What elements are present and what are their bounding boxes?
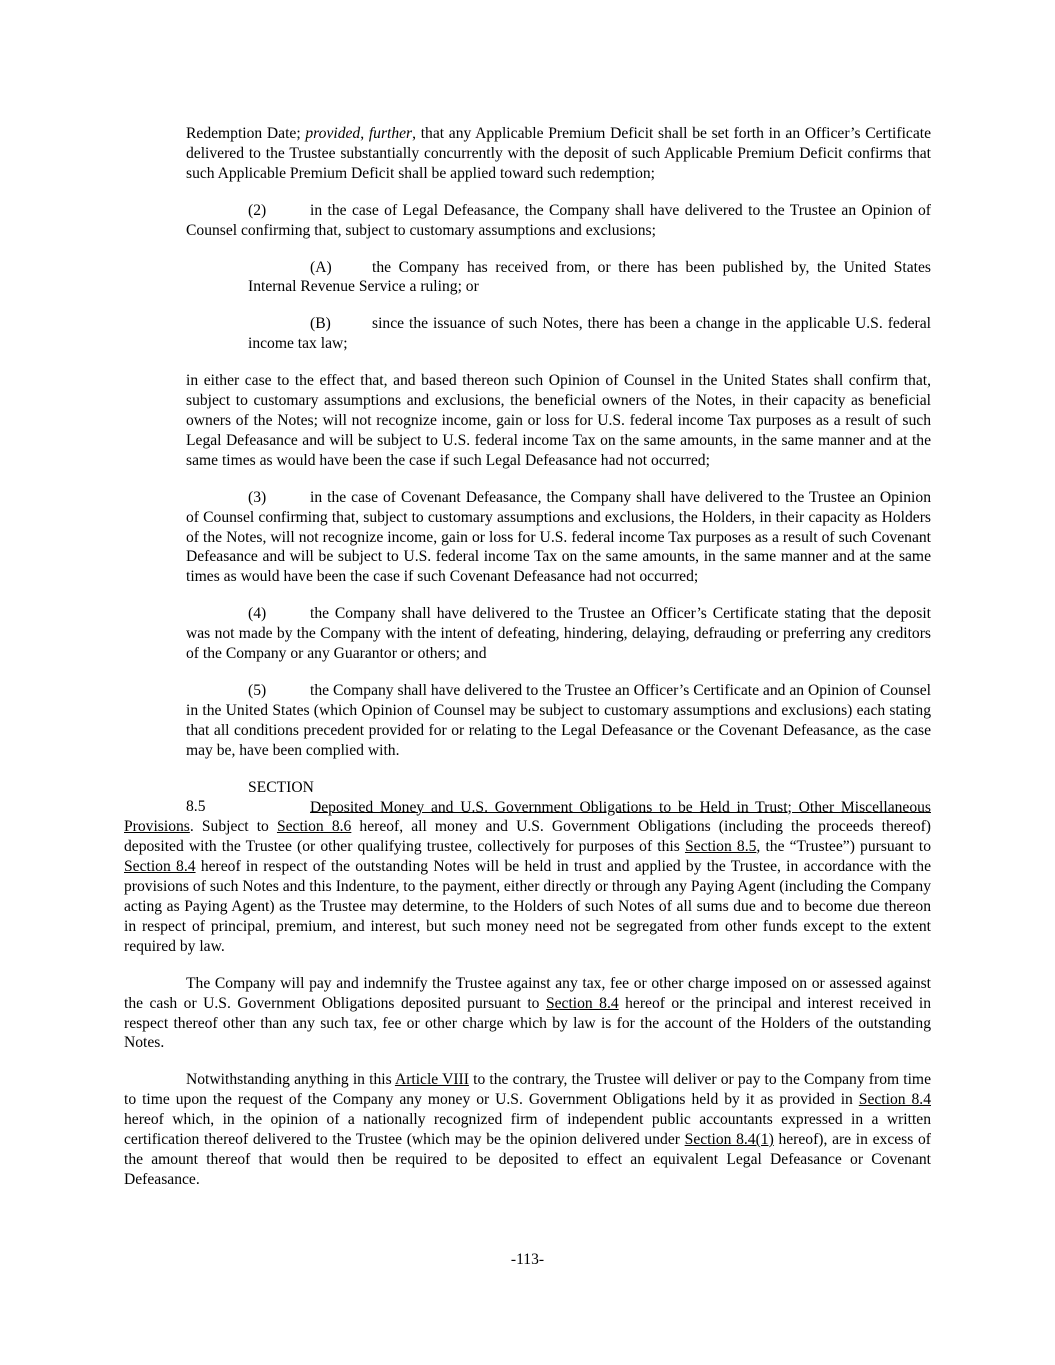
item-number: (5): [248, 681, 267, 699]
italic-provided: provided: [305, 125, 361, 142]
paragraph-notwithstanding: [124, 1070, 931, 1189]
text-run: Redemption Date;: [186, 125, 306, 142]
text-run: hereof, all money and U.S. Government Obligations (including the proceeds thereof) deposited with the Trustee (or other qualifying trustee, collectively for purposes of this: [124, 818, 932, 856]
paragraph-either-case: in either case to the effect that, and based thereon such Opinion of Counsel in the United States shall confirm that, subject to customary assumptions and exclusions, the beneficial owners of the Notes, in their capacity as beneficial owners of the Notes; will not recognize income, gain or loss for U.S. federal income Tax purposes as a result of such Legal Defeasance and will be subject to U.S. federal income Tax on the same amounts, in the same manner and at the same times as would have been the case if such Legal Defeasance had not occurred;: [186, 372, 931, 469]
item-4: [186, 604, 931, 664]
item-text: the Company shall have delivered to the Trustee an Officer’s Certificate and an Opinion of Counsel in the United States (which Opinion of Counsel may be subject to customary assumptions and exclusions) each stating that all conditions precedent provided for or relating to the Legal Defeasance or the Covenant Defeasance, as the case may be, have been complied with.: [186, 681, 931, 759]
text-run: ,: [360, 125, 369, 142]
text-run: to the contrary, the Trustee will deliver or pay to the Company from time to time upon the request of the Company any money or U.S. Government Obligations held by it as provided in: [124, 1071, 931, 1109]
text-run: hereof in respect of the outstanding Notes will be held in trust and applied by the Trustee, in accordance with the provisions of such Notes and this Indenture, to the payment, either directly or through any Paying Agent (including the Company acting as Paying Agent) as the Trustee may determine, to the Holders of such Notes of all sums due and to become due thereon in respect of principal, premium, and interest, but such money need not be segregated from other funds except to the extent required by law.: [124, 858, 931, 955]
item-number: (4): [248, 605, 267, 623]
section-label: SECTION 8.5: [186, 778, 314, 816]
link-section-8-4-1[interactable]: Section 8.4(1): [684, 1131, 774, 1149]
section-8-5: [124, 778, 931, 957]
link-section-8-5[interactable]: Section 8.5: [684, 838, 757, 856]
item-number: (3): [248, 488, 267, 506]
item-b: [248, 314, 931, 354]
item-3: [186, 488, 931, 588]
text-run: , that any Applicable Premium Deficit shall be set forth in an Officer’s Certificate delivered to the Trustee substantially concurrently with the deposit of such Applicable Premium Deficit confirms that such Applicable Premium Deficit shall be applied toward such redemption;: [186, 125, 931, 182]
italic-further: further: [368, 125, 413, 142]
link-section-8-4[interactable]: Section 8.4: [545, 994, 619, 1012]
link-section-8-6[interactable]: Section 8.6: [276, 818, 352, 836]
section-title: Deposited Money and U.S. Government Obligations to be Held in Trust; Other Miscellaneous Provisions: [124, 798, 931, 836]
item-text: in the case of Legal Defeasance, the Company shall have delivered to the Trustee an Opinion of Counsel confirming that, subject to customary assumptions and exclusions;: [186, 201, 931, 239]
item-text: the Company has received from, or there has been published by, the United States Internal Revenue Service a ruling; or: [248, 258, 931, 296]
text-run: Notwithstanding anything in this: [186, 1071, 395, 1089]
link-article-viii[interactable]: Article VIII: [394, 1071, 469, 1089]
item-a: [248, 258, 931, 298]
text-run: hereof which, in the opinion of a nationally recognized firm of independent public accountants expressed in a written certification thereof delivered to the Trustee (which may be the opinion delivered under: [124, 1111, 931, 1149]
item-text: in the case of Covenant Defeasance, the Company shall have delivered to the Trustee an Opinion of Counsel confirming that, subject to customary assumptions and exclusions, the Holders, in their capacity as Holders of the Notes, will not recognize income, gain or loss for U.S. federal income Tax purposes as a result of such Covenant Defeasance and will be subject to U.S. federal income Tax on the same amounts, in the same manner and at the same times as would have been the case if such Covenant Defeasance had not occurred;: [186, 488, 931, 586]
paragraph-company-will-pay: [124, 974, 931, 1054]
link-section-8-4[interactable]: Section 8.4: [124, 858, 196, 876]
text-run: , the “Trustee”) pursuant to: [756, 838, 932, 856]
text-run: . Subject to: [189, 818, 277, 836]
item-text: the Company shall have delivered to the Trustee an Officer’s Certificate stating that the deposit was not made by the Company with the intent of defeating, hindering, delaying, defrauding or preferring any creditors of the Company or any Guarantor or others; and: [186, 605, 931, 663]
item-2: [186, 201, 931, 241]
text-run: hereof or the principal and interest received in respect thereof other than any such tax, fee or other charge which by law is for the account of the Holders of the outstanding Notes.: [124, 994, 931, 1052]
page-number: -113-: [510, 1251, 545, 1268]
item-number: (2): [248, 201, 267, 219]
item-5: [186, 681, 931, 761]
item-number: (A): [310, 258, 332, 276]
text-run: hereof), are in excess of the amount thereof that would then be required to be deposited to effect an equivalent Legal Defeasance or Covenant Defeasance.: [124, 1131, 931, 1188]
text-run: The Company will pay and indemnify the Trustee against any tax, fee or other charge imposed on or assessed against the cash or U.S. Government Obligations deposited pursuant to: [124, 974, 931, 1012]
paragraph-redemption-date: [186, 124, 931, 184]
item-number: (B): [310, 315, 331, 333]
item-text: since the issuance of such Notes, there has been a change in the applicable U.S. federal income tax law;: [248, 315, 931, 353]
link-section-8-4[interactable]: Section 8.4: [858, 1091, 931, 1109]
